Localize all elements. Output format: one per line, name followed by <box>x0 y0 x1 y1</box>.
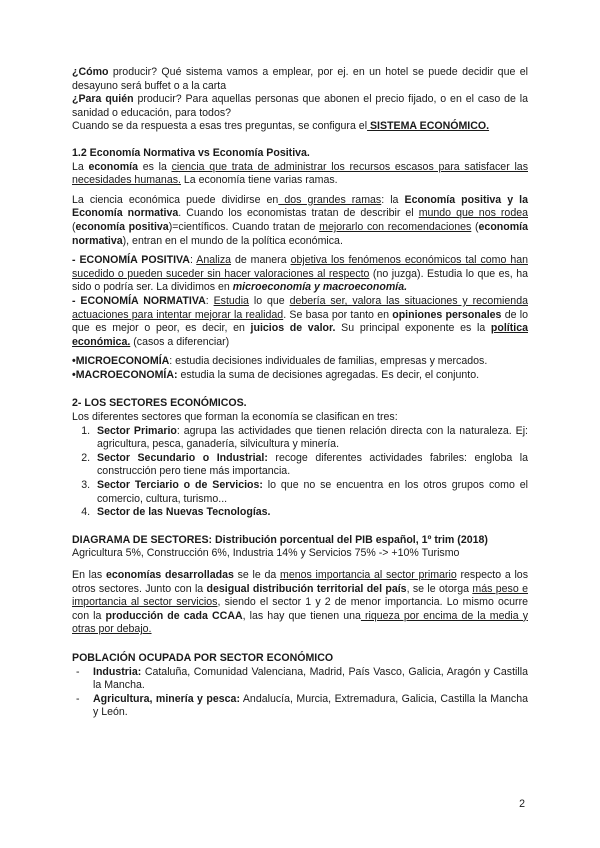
paragraph-economia-normativa: - ECONOMÍA NORMATIVA: Estudia lo que debería ser, valora las situaciones y recomienda actuaciones para intentar mejorar la realidad. Se basa por tanto en opiniones personales de lo que es mejor o peor, es decir, en juicios de valor. Su principal exponente es la política económica. (casos a diferenciar) <box>72 294 528 348</box>
sectores-intro: Los diferentes sectores que forman la economía se clasifican en tres: <box>72 411 398 424</box>
paragraph-economias-desarrolladas: En las economías desarrolladas se le da menos importancia al sector primario respecto a los otros sectores. Junto con la desigual distribución territorial del país, se le otorga más peso e importancia al sector servicios, siendo el sector 1 y 2 de menor importancia. Lo mismo ocurre con la producción de cada CCAA, las hay que tienen una riqueza por encima de la media y otras por debajo. <box>72 569 529 636</box>
list-item: 2. Sector Secundario o Industrial: recoge diferentes actividades fabriles: engloba la construcción pero tiene más importancia. <box>93 452 528 479</box>
heading-sectores: 2- LOS SECTORES ECONÓMICOS. <box>72 397 247 410</box>
question-como: ¿Cómo producir? Qué sistema vamos a emplear, por ej. en un hotel se puede decidir que el desayuno será buffet o a la carta <box>72 66 528 92</box>
heading-1-2: 1.2 Economía Normativa vs Economía Positiva. <box>72 146 310 159</box>
paragraph-economia-definicion: La economía es la ciencia que trata de administrar los recursos escasos para satisfacer las necesidades humanas. La economía tiene varias ramas. <box>72 160 528 187</box>
paragraph-ramas: La ciencia económica puede dividirse en dos grandes ramas: la Economía positiva y la Economía normativa. Cuando los economistas tratan de describir el mundo que nos rodea (economía positiva)=científicos. Cuando tratan de mejorarlo con recomendaciones (economía normativa), entran en el mundo de la política económica. <box>72 193 529 247</box>
paragraph-economia-positiva: - ECONOMÍA POSITIVA: Analiza de manera objetiva los fenómenos económicos tal como han sucedido o pueden suceder sin hacer valoraciones al respecto (no juzga). Estudia lo que es, ha sido o podría ser. La dividimos en microeconomía y macroeconomía. <box>72 254 529 294</box>
document-body <box>72 66 528 720</box>
sistema-economico-line: Cuando se da respuesta a esas tres preguntas, se configura el SISTEMA ECONÓMICO. <box>72 120 490 133</box>
poblacion-list <box>72 666 528 720</box>
microeconomia-line: •MICROECONOMÍA: estudia decisiones individuales de familias, empresas y mercados. <box>72 355 488 368</box>
page-number: 2 <box>519 798 525 810</box>
list-item: 4. Sector de las Nuevas Tecnologías. <box>93 506 528 520</box>
question-para-quien: ¿Para quién producir? Para aquellas personas que abonen el precio fijado, o en el caso de la sanidad o educación, para todos? <box>72 93 528 119</box>
list-item: - Agricultura, minería y pesca: Andalucía, Murcia, Extremadura, Galicia, Castilla la Mancha y León. <box>76 692 528 719</box>
diagrama-distribucion: Agricultura 5%, Construcción 6%, Industria 14% y Servicios 75% -> +10% Turismo <box>72 547 460 560</box>
list-item: 1. Sector Primario: agrupa las actividades que tienen relación directa con la naturaleza. Ej: agricultura, pesca, ganadería, silvicultura y minería. <box>93 425 528 452</box>
list-item: - Industria: Cataluña, Comunidad Valenciana, Madrid, País Vasco, Galicia, Aragón y Castilla la Mancha. <box>76 665 528 692</box>
sectores-list <box>72 425 528 520</box>
heading-diagrama: DIAGRAMA DE SECTORES: Distribución porcentual del PIB español, 1º trim (2018) <box>72 533 488 546</box>
list-item: 3. Sector Terciario o de Servicios: lo que no se encuentra en los otros grupos como el comercio, cultura, turismo... <box>93 479 528 506</box>
heading-poblacion: POBLACIÓN OCUPADA POR SECTOR ECONÓMICO <box>72 651 334 664</box>
macroeconomia-line: •MACROECONOMÍA: estudia la suma de decisiones agregadas. Es decir, el conjunto. <box>72 368 480 381</box>
